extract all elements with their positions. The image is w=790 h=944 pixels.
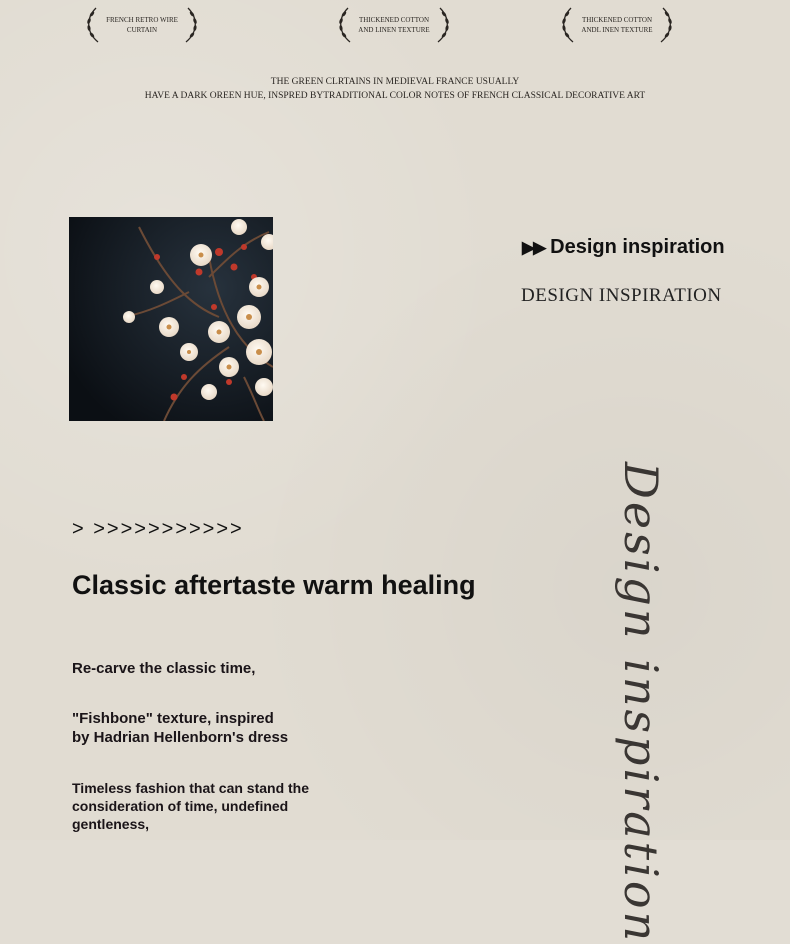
badge-label: FRENCH RETRO WIRE CURTAIN	[106, 16, 178, 34]
design-inspiration-subheading: DESIGN INSPIRATION	[521, 285, 722, 306]
paragraph-line: consideration of time, undefined	[72, 798, 289, 814]
intro-line-2: HAVE A DARK OREEN HUE, INSPRED BYTRADITIONAL COLOR NOTES OF FRENCH CLASSICAL DECORATIVE ART	[144, 91, 646, 101]
intro-line-1: THE GREEN CLRTAINS IN MEDIEVAL FRANCE USUALLY	[270, 77, 520, 87]
paragraph-line: gentleness,	[72, 816, 150, 832]
double-arrow-icon: ▶▶	[522, 238, 545, 257]
paragraph-line: Timeless fashion that can stand the	[72, 780, 310, 796]
chevron-divider: > >>>>>>>>>>>	[72, 518, 244, 540]
laurel-badge-2	[334, 4, 454, 44]
design-inspiration-heading	[522, 236, 725, 259]
feature-paragraph-2	[72, 709, 288, 747]
intro-text	[0, 75, 790, 103]
vertical-script-text: Design inspiration	[614, 462, 668, 944]
blossom-photo	[69, 217, 273, 421]
feature-paragraph-1: Re-carve the classic time,	[72, 660, 256, 677]
paragraph-line: "Fishbone" texture, inspired	[72, 710, 274, 727]
design-heading-text: Design inspiration	[550, 236, 725, 258]
badge-label: THICKENED COTTON AND LINEN TEXTURE	[358, 16, 430, 34]
badge-label: THICKENED COTTON ANDL INEN TEXTURE	[581, 16, 653, 34]
paragraph-line: by Hadrian Hellenborn's dress	[72, 729, 289, 746]
feature-paragraph-3	[72, 779, 309, 833]
feature-title: Classic aftertaste warm healing	[72, 570, 476, 600]
blossom-illustration	[69, 217, 273, 421]
laurel-badge-3	[557, 4, 677, 44]
laurel-badge-1	[82, 4, 202, 44]
